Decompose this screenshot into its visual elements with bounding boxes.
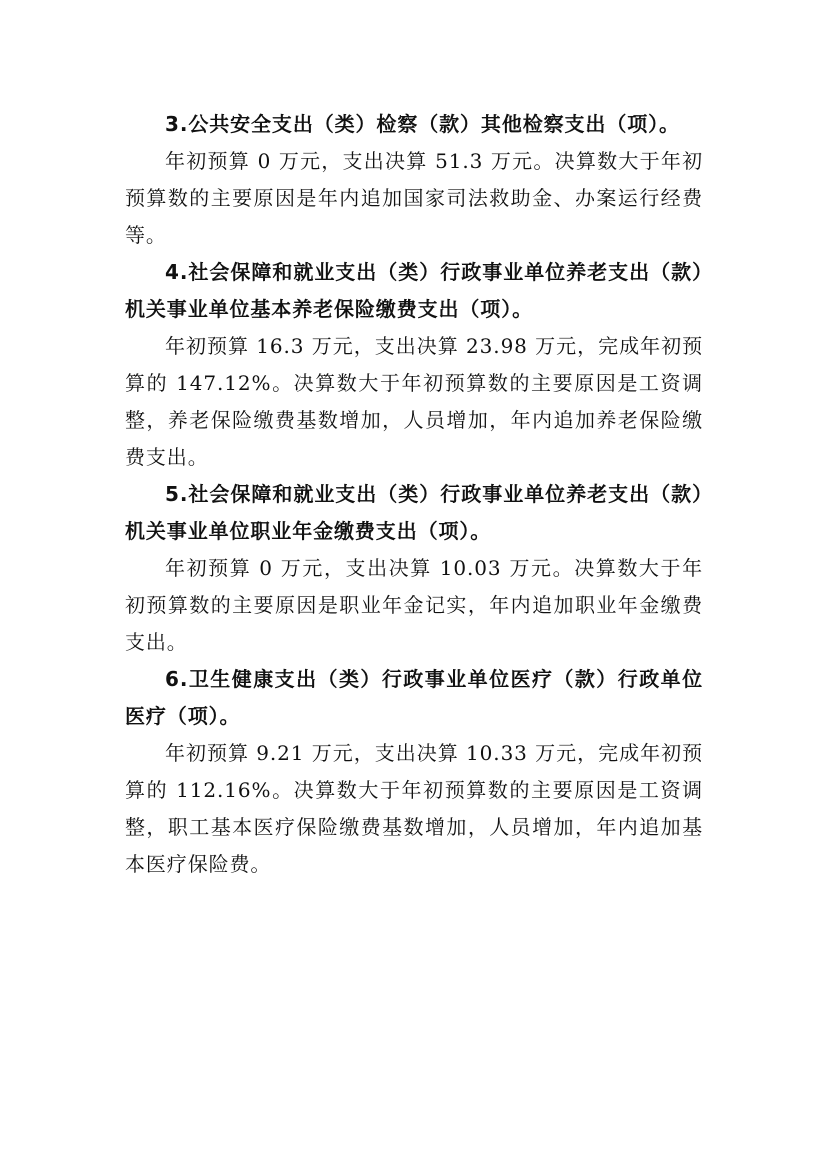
section-heading: 4.社会保障和就业支出（类）行政事业单位养老支出（款）机关事业单位基本养老保险缴费支出（项）。 [125,260,703,321]
section-paragraph: 年初预算 0 万元，支出决算 10.03 万元。决算数大于年初预算数的主要原因是职业年金记实，年内追加职业年金缴费支出。 [125,556,703,654]
section-heading: 6.卫生健康支出（类）行政事业单位医疗（款）行政单位医疗（项）。 [125,667,703,728]
section-paragraph: 年初预算 16.3 万元，支出决算 23.98 万元，完成年初预算的 147.12%。决算数大于年初预算数的主要原因是工资调整，养老保险缴费基数增加，人员增加，年内追加养老保险缴费支出。 [125,334,703,469]
section-basic-pension [125,254,703,476]
section-occupational-annuity [125,476,703,661]
section-medical [125,661,703,883]
section-heading: 3.公共安全支出（类）检察（款）其他检察支出（项）。 [165,112,680,136]
document-body [125,106,703,883]
section-public-security [125,106,703,254]
section-paragraph: 年初预算 0 万元，支出决算 51.3 万元。决算数大于年初预算数的主要原因是年内追加国家司法救助金、办案运行经费等。 [125,149,703,247]
section-paragraph: 年初预算 9.21 万元，支出决算 10.33 万元，完成年初预算的 112.16%。决算数大于年初预算数的主要原因是工资调整，职工基本医疗保险缴费基数增加，人员增加，年内追加基本医疗保险费。 [125,741,703,876]
section-heading: 5.社会保障和就业支出（类）行政事业单位养老支出（款）机关事业单位职业年金缴费支出（项）。 [125,482,703,543]
